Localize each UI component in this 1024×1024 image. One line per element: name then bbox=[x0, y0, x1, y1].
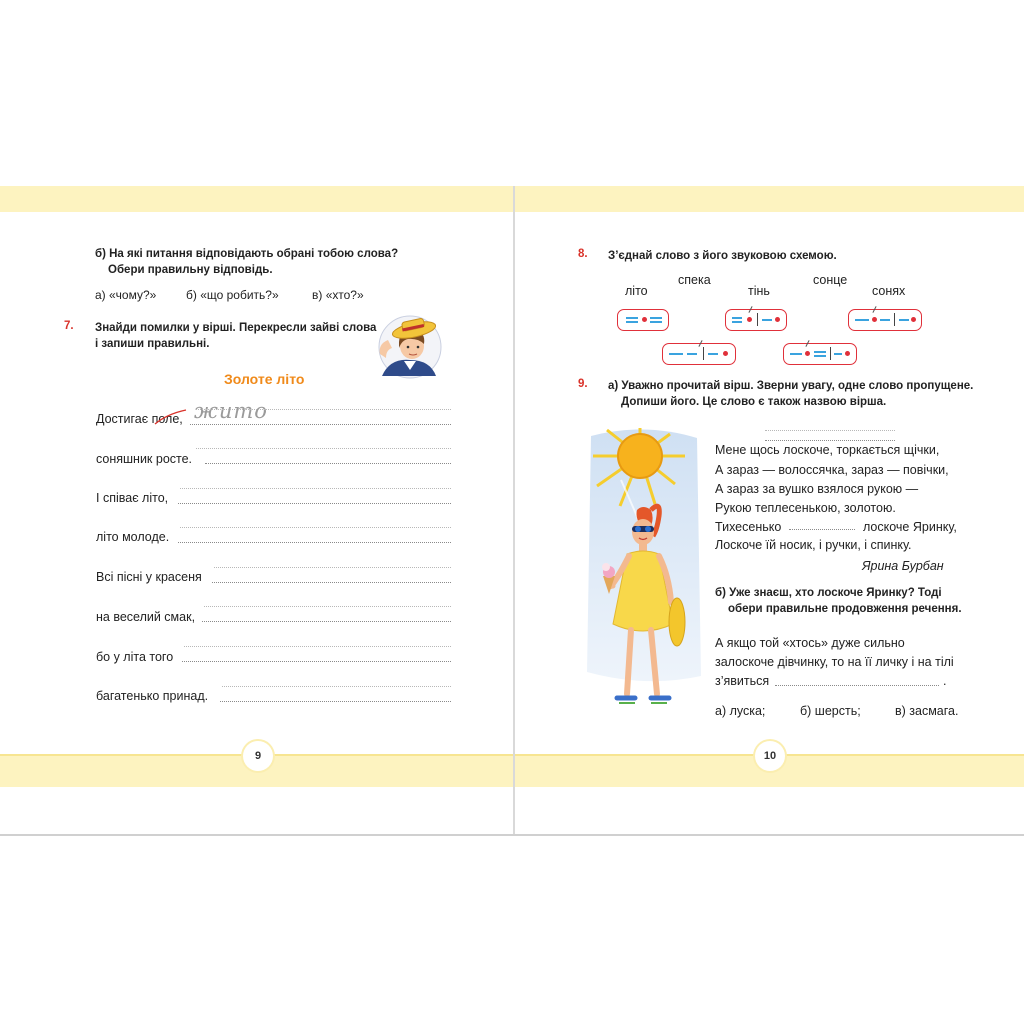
poem-line-2: соняшник росте. bbox=[96, 452, 193, 466]
answer-line-3[interactable] bbox=[178, 503, 451, 504]
sentence-line1: А якщо той «хтось» дуже сильно bbox=[715, 636, 905, 650]
sound-scheme-5[interactable] bbox=[783, 343, 857, 365]
option-a[interactable]: а) луска; bbox=[715, 704, 766, 718]
answer-line-6[interactable] bbox=[202, 621, 451, 622]
task8-text: З’єднай слово з його звуковою схемою. bbox=[608, 250, 837, 262]
sound-scheme-2[interactable] bbox=[725, 309, 787, 331]
task9b-line2: обери правильне продовження речення. bbox=[728, 603, 962, 615]
guide-line bbox=[180, 488, 451, 489]
task7-number: 7. bbox=[64, 320, 74, 332]
guide-line bbox=[214, 567, 451, 568]
strike-mark bbox=[153, 408, 189, 430]
poem-line-3: І співає літо, bbox=[96, 491, 169, 505]
page-number: 10 bbox=[755, 741, 785, 771]
option-a[interactable]: а) «чому?» bbox=[95, 288, 157, 302]
girl-and-sun-illustration bbox=[585, 426, 703, 718]
task8-number: 8. bbox=[578, 248, 588, 260]
sentence-end: . bbox=[943, 674, 947, 688]
answer-line-1[interactable] bbox=[190, 424, 451, 425]
top-band bbox=[0, 186, 513, 212]
sound-scheme-3[interactable] bbox=[848, 309, 922, 331]
sound-scheme-4[interactable] bbox=[662, 343, 736, 365]
spread-bottom-edge bbox=[0, 834, 1024, 836]
title-guide-line bbox=[765, 430, 895, 431]
poem-line-1: Достигає поле, bbox=[96, 412, 183, 426]
task9a-line2: Допиши його. Це слово є також назвою вірша. bbox=[621, 396, 887, 408]
poem-r-line-2: А зараз — волоссячка, зараз — повічки, bbox=[715, 463, 949, 477]
poem-line-6: на веселий смак, bbox=[96, 610, 196, 624]
page-number: 9 bbox=[243, 741, 273, 771]
word-sonyakh[interactable]: сонях bbox=[872, 284, 906, 298]
poem-title: Золоте літо bbox=[224, 371, 305, 387]
option-c[interactable]: в) «хто?» bbox=[312, 288, 364, 302]
task7-line1: Знайди помилки у вірші. Перекресли зайві слова bbox=[95, 322, 377, 334]
poem-r-line-1: Мене щось лоскоче, торкається щічки, bbox=[715, 443, 940, 457]
guide-line bbox=[204, 606, 451, 607]
title-answer-line[interactable] bbox=[765, 440, 895, 441]
right-page bbox=[515, 186, 1024, 836]
top-band bbox=[515, 186, 1024, 212]
poem-r-line-3: А зараз за вушко взялося рукою — bbox=[715, 482, 919, 496]
left-page bbox=[0, 186, 513, 836]
guide-line bbox=[196, 448, 451, 449]
poem-r-line-5a: Тихесенько bbox=[715, 520, 782, 534]
option-c[interactable]: в) засмага. bbox=[895, 704, 959, 718]
handwritten-answer: жито bbox=[194, 399, 268, 423]
missing-word-line[interactable] bbox=[789, 529, 855, 530]
poem-r-line-4: Рукою теплесенькою, золотою. bbox=[715, 501, 896, 515]
guide-line bbox=[222, 686, 451, 687]
task6b-line1: б) На які питання відповідають обрані тобою слова? bbox=[95, 248, 399, 260]
task6b-line2: Обери правильну відповідь. bbox=[108, 264, 273, 276]
guide-line bbox=[180, 527, 451, 528]
sentence-line3: з’явиться bbox=[715, 674, 770, 688]
answer-line-7[interactable] bbox=[182, 661, 451, 662]
option-b[interactable]: б) шерсть; bbox=[800, 704, 861, 718]
word-sontse[interactable]: сонце bbox=[813, 273, 848, 287]
poem-r-line-5b: лоскоче Яринку, bbox=[863, 520, 957, 534]
answer-line-2[interactable] bbox=[205, 463, 451, 464]
task7-line2: і запиши правильні. bbox=[95, 338, 210, 350]
task9b-line1: б) Уже знаєш, хто лоскоче Яринку? Тоді bbox=[715, 587, 942, 599]
task9a-line1: а) Уважно прочитай вірш. Зверни увагу, одне слово пропущене. bbox=[608, 380, 974, 392]
poem-line-8: багатенько принад. bbox=[96, 689, 209, 703]
poem-line-7: бо у літа того bbox=[96, 650, 174, 664]
poem-line-4: літо молоде. bbox=[96, 530, 170, 544]
task9-number: 9. bbox=[578, 378, 588, 390]
word-lito[interactable]: літо bbox=[625, 284, 648, 298]
poem-line-5: Всі пісні у красеня bbox=[96, 570, 202, 584]
boy-with-hat-illustration bbox=[368, 314, 448, 380]
poem-r-line-6: Лоскоче їй носик, і ручки, і спинку. bbox=[715, 538, 912, 552]
sound-scheme-1[interactable] bbox=[617, 309, 669, 331]
word-speka[interactable]: спека bbox=[678, 273, 711, 287]
sentence-answer-line[interactable] bbox=[775, 685, 939, 686]
option-b[interactable]: б) «що робить?» bbox=[186, 288, 279, 302]
sentence-line2: залоскоче дівчинку, то на її личку і на тілі bbox=[715, 655, 954, 669]
word-tin[interactable]: тінь bbox=[748, 284, 770, 298]
guide-line bbox=[196, 409, 451, 410]
poem-author: Ярина Бурбан bbox=[862, 559, 944, 573]
answer-line-4[interactable] bbox=[178, 542, 451, 543]
guide-line bbox=[184, 646, 451, 647]
answer-line-5[interactable] bbox=[212, 582, 451, 583]
workbook-spread bbox=[0, 186, 1024, 836]
answer-line-8[interactable] bbox=[220, 701, 451, 702]
